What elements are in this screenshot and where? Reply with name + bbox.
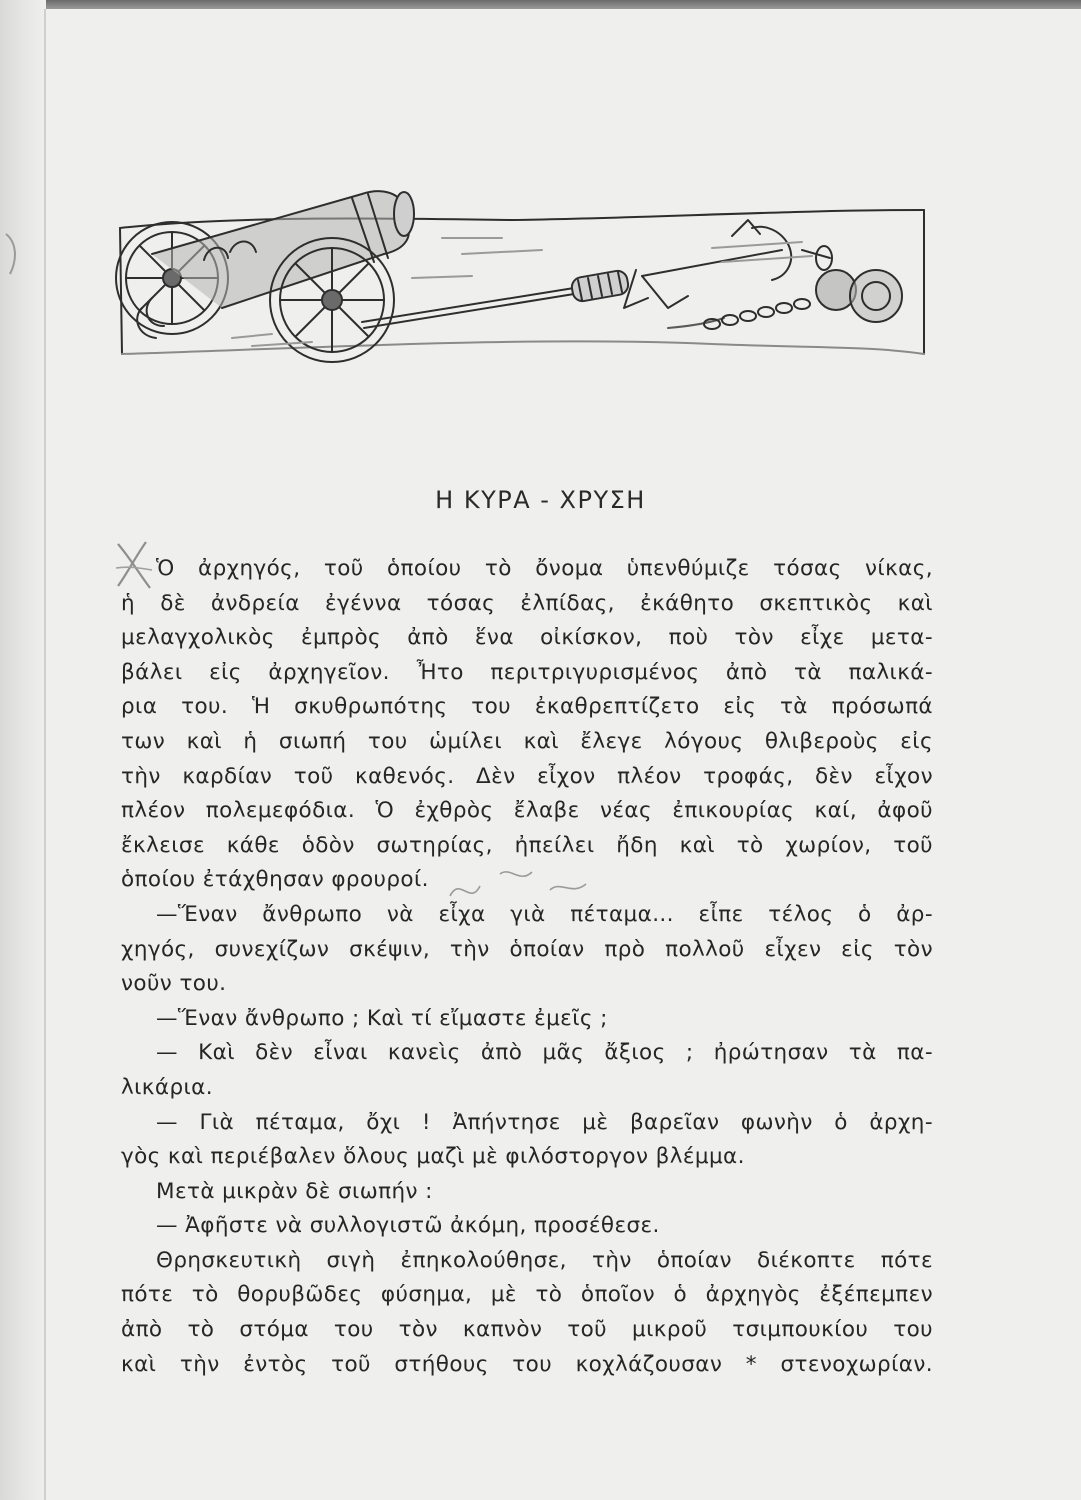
text-line: πότε τὸ θορυβῶδες φύσημα, μὲ τὸ ὁποῖον ὁ ἀρχηγὸς ἐξέπεμπεν: [121, 1282, 933, 1308]
text-line: των καὶ ἡ σιωπή του ὡμίλει καὶ ἔλεγε λόγους θλιβεροὺς εἰς: [121, 728, 933, 754]
text-line: καὶ τὴν ἐντὸς τοῦ στήθους του κοχλάζουσαν * στενοχωρίαν.: [121, 1351, 933, 1377]
text-line: ρια του. Ἡ σκυθρωπότης του ἐκαθρεπτίζετο εἰς τὰ πρόσωπά: [121, 694, 933, 720]
text-line: Μετὰ μικρὰν δὲ σιωπήν :: [156, 1178, 433, 1204]
text-line: —Ἕναν ἄνθρωπο ; Καὶ τί εἴμαστε ἐμεῖς ;: [156, 1005, 608, 1031]
cannon-anchor-illustration: [112, 158, 932, 370]
text-line: λικάρια.: [121, 1074, 213, 1100]
text-line: Θρησκευτικὴ σιγὴ ἐπηκολούθησε, τὴν ὁποίαν διέκοπτε πότε: [156, 1247, 933, 1273]
text-line: —Ἕναν ἄνθρωπο νὰ εἶχα γιὰ πέταμα... εἶπε τέλος ὁ ἀρ-: [156, 901, 933, 927]
text-line: νοῦν του.: [121, 971, 227, 997]
page-title: Η ΚΥΡΑ - ΧΡΥΣΗ: [435, 486, 646, 514]
text-line: μελαγχολικὸς ἐμπρὸς ἀπὸ ἕνα οἰκίσκον, ποὺ τὸν εἶχε μετα-: [121, 625, 933, 651]
text-line: — Γιὰ πέταμα, ὄχι ! Ἀπήντησε μὲ βαρεῖαν φωνὴν ὁ ἀρχη-: [156, 1109, 933, 1135]
text-line: Ὁ ἀρχηγός, τοῦ ὁποίου τὸ ὄνομα ὑπενθύμιζε τόσας νίκας,: [156, 556, 933, 581]
text-line: — Καὶ δὲν εἶναι κανεὶς ἀπὸ μᾶς ἄξιος ; ἠρώτησαν τὰ πα-: [156, 1040, 933, 1066]
margin-hand-mark: [2, 232, 20, 276]
text-line: ἡ δὲ ἀνδρεία ἐγέννα τόσας ἐλπίδας, ἐκάθητο σκεπτικὸς καὶ: [121, 590, 933, 616]
text-line: χηγός, συνεχίζων σκέψιν, τὴν ὁποίαν πρὸ πολλοῦ εἶχεν εἰς τὸν: [121, 936, 933, 962]
binding-line: [44, 9, 46, 1500]
text-line: ὁποίου ἐτάχθησαν φρουροί.: [121, 867, 429, 893]
text-line: γὸς καὶ περιέβαλεν ὅλους μαζὶ μὲ φιλόστοργον βλέμμα.: [121, 1144, 745, 1170]
text-line: — Ἀφῆστε νὰ συλλογιστῶ ἀκόμη, προσέθεσε.: [156, 1213, 660, 1239]
page-gutter-shadow: [0, 0, 46, 1500]
body-text: [121, 552, 933, 1382]
text-line: τὴν καρδίαν τοῦ καθενός. Δὲν εἶχον πλέον τροφάς, δὲν εἶχον: [121, 763, 933, 789]
text-line: πλέον πολεμεφόδια. Ὁ ἐχθρὸς ἔλαβε νέας ἐπικουρίας καί, ἀφοῦ: [121, 798, 933, 824]
scan-top-edge: [0, 0, 1081, 9]
text-line: βάλει εἰς ἀρχηγεῖον. Ἦτο περιτριγυρισμένος ἀπὸ τὰ παλικά-: [121, 659, 933, 685]
text-line: ἔκλεισε κάθε ὁδὸν σωτηρίας, ἠπείλει ἤδη καὶ τὸ χωρίον, τοῦ: [121, 832, 933, 858]
text-line: ἀπὸ τὸ στόμα του τὸν καπνὸν τοῦ μικροῦ τσιμπουκίου του: [121, 1317, 933, 1343]
